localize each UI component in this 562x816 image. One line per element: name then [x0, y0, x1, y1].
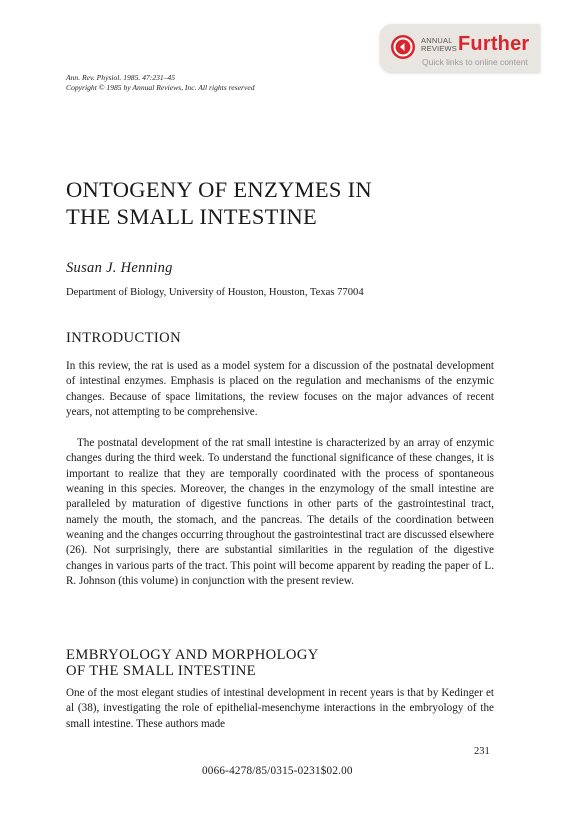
embryology-paragraph-1 — [66, 686, 494, 732]
further-badge[interactable] — [380, 24, 540, 72]
introduction-paragraph-1 — [66, 359, 494, 420]
paragraph-text: One of the most elegant studies of intestinal development in recent years is that by Kedinger et al (38), investigating the role of epithelial-mesenchyme interactions in the embryology of the small intestine. These authors made — [66, 687, 494, 730]
citation-copyright: Copyright © 1985 by Annual Reviews, Inc. All rights reserved — [66, 83, 255, 92]
back-arrow-circle-icon — [391, 35, 415, 59]
heading-embryology-line-2: OF THE SMALL INTESTINE — [66, 662, 256, 679]
title-line-2: THE SMALL INTESTINE — [66, 204, 318, 229]
paragraph-text: The postnatal development of the rat small intestine is characterized by an array of enzymic changes during the third week. To understand the functional significance of these changes, it is important to realize that they are temporally coordinated with the process of spontaneous weaning in this species. Moreover, the changes in the enzymology of the small intestine are paralleled by maturation of digestive functions in other parts of the gastrointestinal tract, namely the mouth, the stomach, and the pancreas. The details of the coordination between weaning and the changes occurring throughout the gastrointestinal tract are discussed elsewhere (26). Not surprisingly, there are substantial similarities in the regulation of the digestive changes in various parts of the tract. This point will become apparent by reading the paper of L. R. Johnson (this volume) in conjunction with the present review. — [66, 437, 494, 588]
badge-subtitle: Quick links to online content — [422, 57, 528, 67]
page-number: 231 — [474, 746, 490, 757]
title-line-1: ONTOGENY OF ENZYMES IN — [66, 177, 372, 202]
annual-reviews-wordmark — [421, 37, 457, 53]
badge-further: Further — [458, 33, 530, 55]
badge-reviews: REVIEWS — [421, 44, 457, 53]
heading-embryology-line-1: EMBRYOLOGY AND MORPHOLOGY — [66, 647, 319, 663]
heading-introduction: INTRODUCTION — [66, 330, 182, 346]
citation-header — [66, 73, 255, 93]
author-affiliation: Department of Biology, University of Houston, Houston, Texas 77004 — [66, 287, 364, 298]
badge-annual: ANNUAL — [421, 36, 453, 45]
introduction-paragraph-2 — [66, 436, 494, 589]
article-title — [66, 176, 372, 230]
author-name: Susan J. Henning — [66, 260, 173, 276]
paragraph-text: In this review, the rat is used as a model system for a discussion of the postnatal development of intestinal enzymes. Emphasis is placed on the regulation and mechanisms of the enzymic changes. Because of space limitations, the review focuses on the major advances of recent years, not attempting to be comprehensive. — [66, 360, 494, 419]
footer-code: 0066-4278/85/0315-0231$02.00 — [202, 765, 353, 777]
citation-journal: Ann. Rev. Physiol. 1985. 47:231–45 — [66, 73, 176, 82]
heading-embryology — [66, 648, 319, 679]
